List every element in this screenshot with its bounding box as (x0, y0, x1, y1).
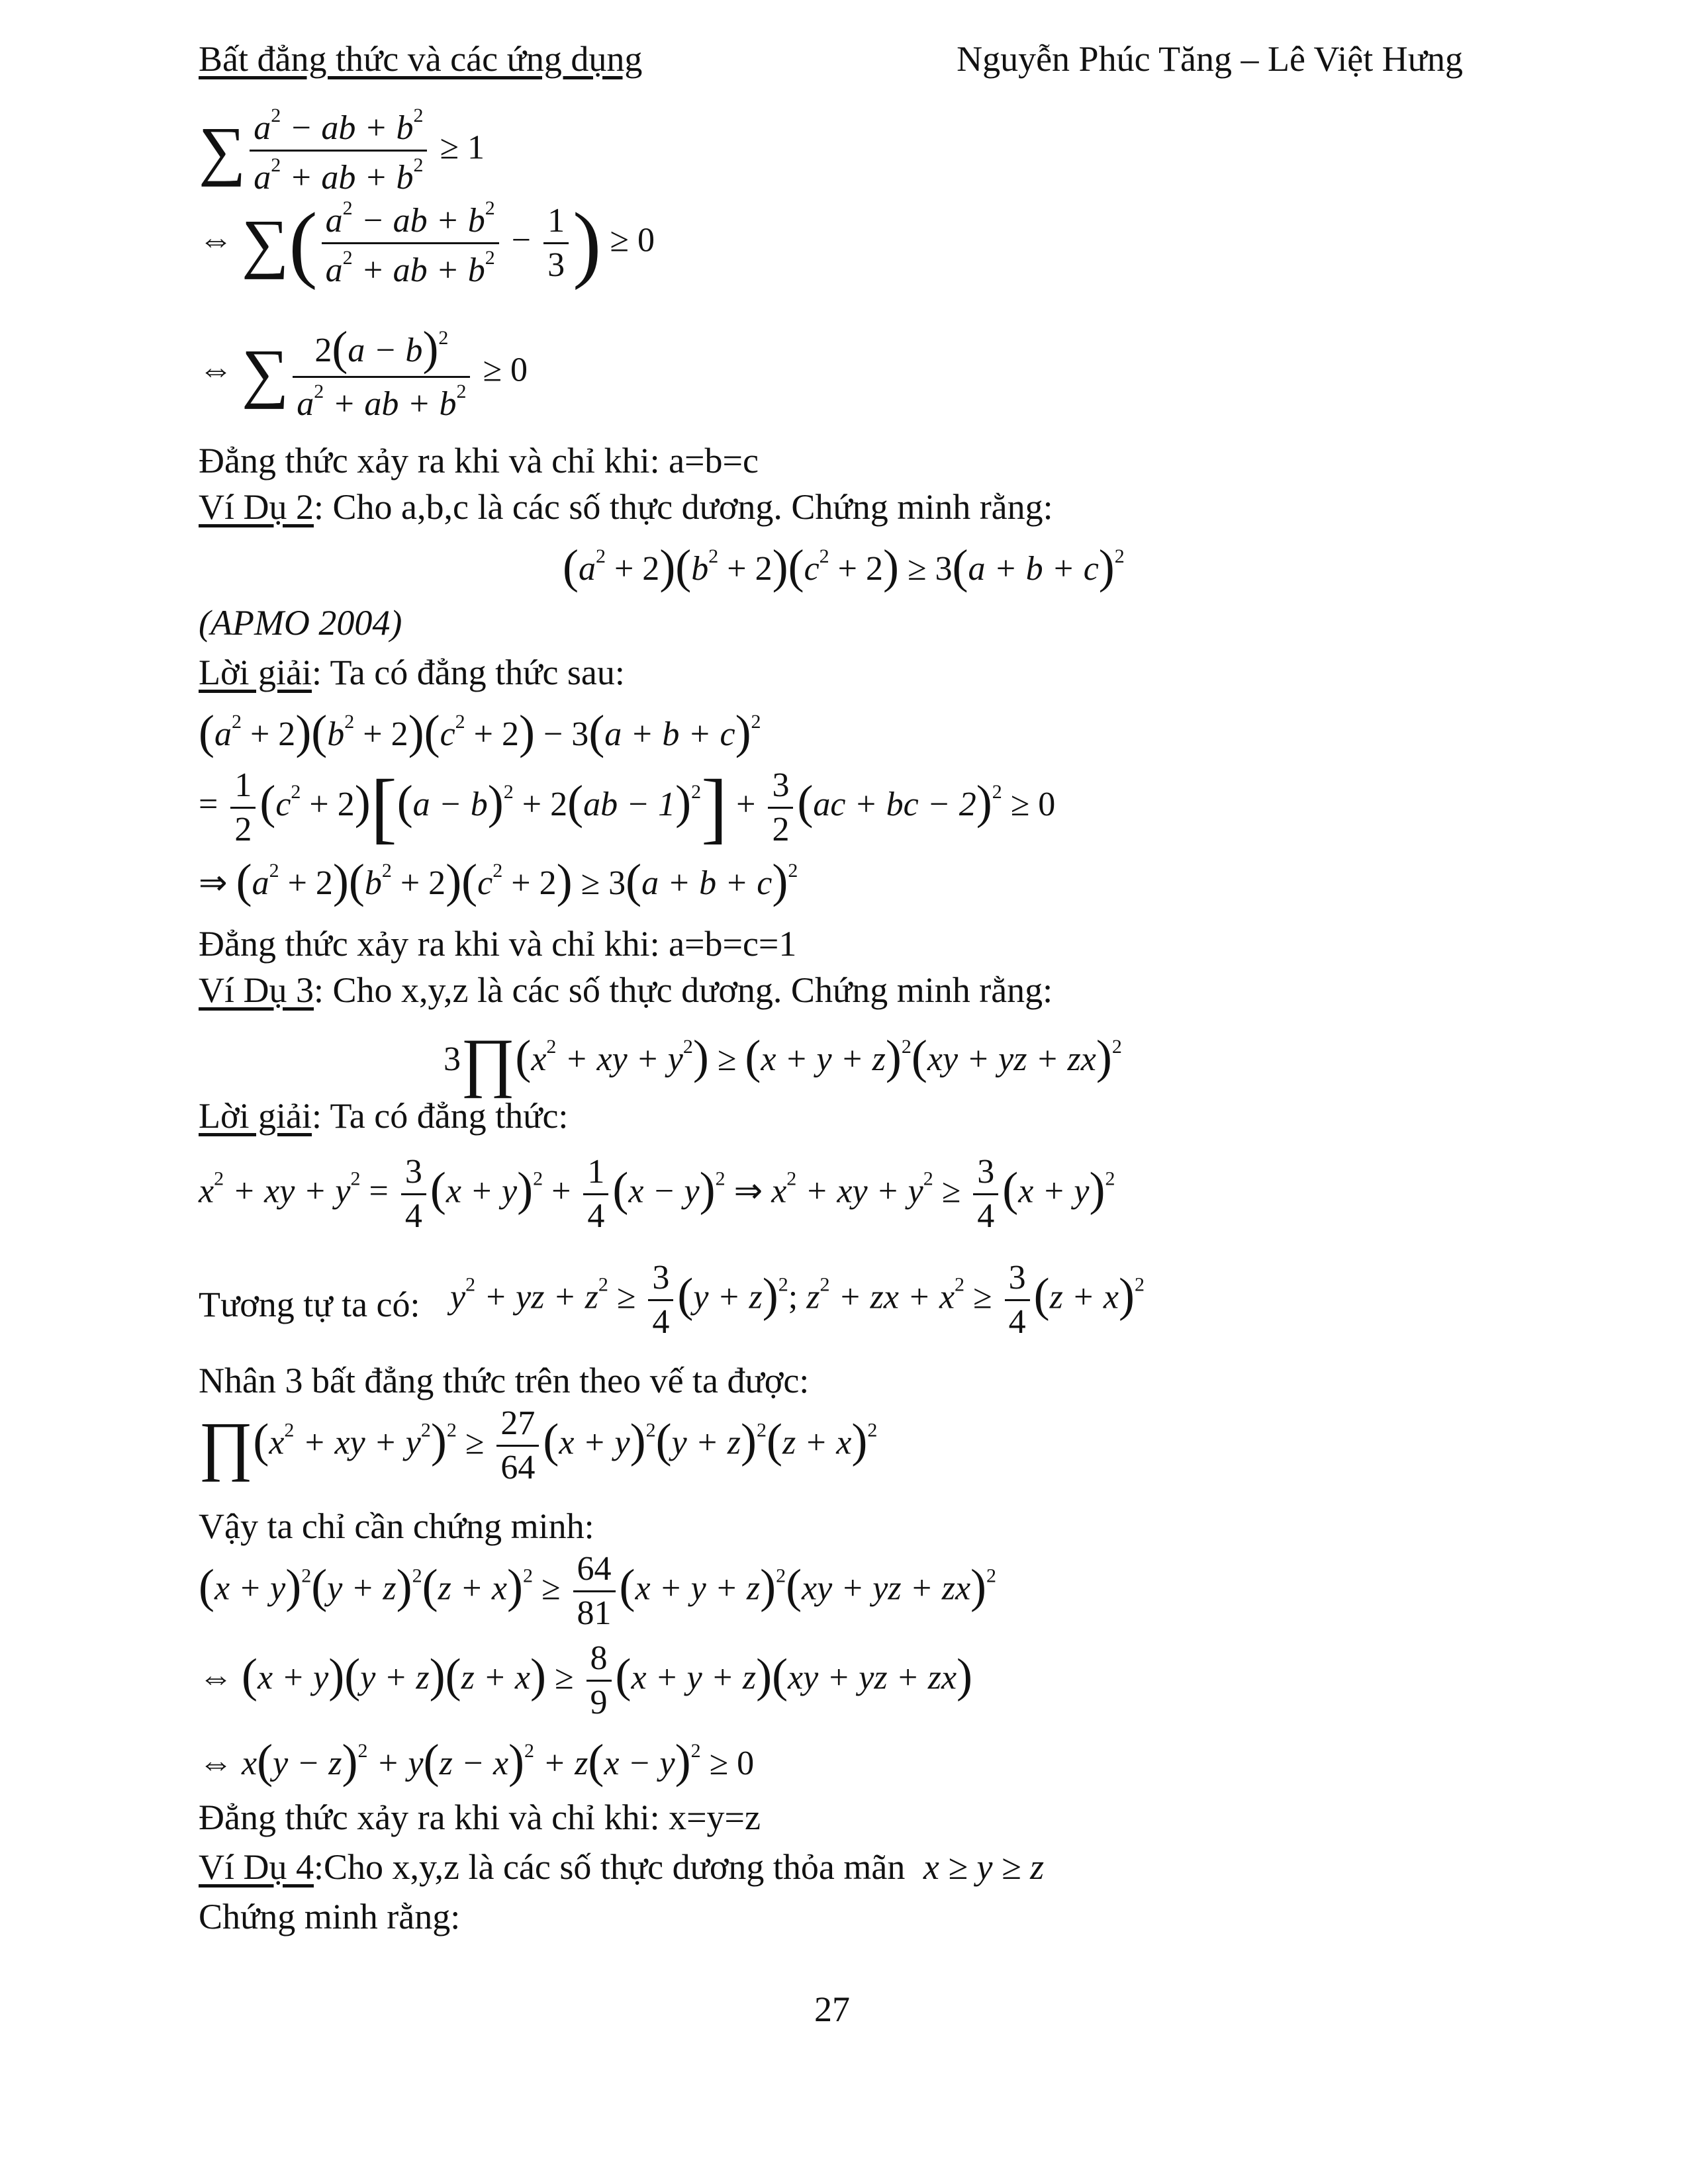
equation-apmo-conclusion: ⇒ $(a^2 + 2)(b^2 + 2)(c^2 + 2) \ge 3(a + b + c)^2$ (199, 854, 798, 907)
example-2-text: : Cho a,b,c là các số thực dương. Chứng minh rằng: (314, 487, 1053, 527)
solution-2-text: : Ta có đẳng thức sau: (312, 653, 625, 692)
solution-3-label: Lời giải (199, 1096, 312, 1136)
header-title: Bất đẳng thức và các ứng dụng (199, 39, 643, 79)
equation-similar: $y^2$ + yz + $z^2$ ≥ $\frac{3}{4}$ $(y + z)^2$; $z^2$ + zx + $x^2$ ≥ $\frac{3}{4}$ $(z + x)^2$ (450, 1259, 1145, 1341)
equation-apmo: $(a^2 + 2)(b^2 + 2)(c^2 + 2) \ge 3(a + b + c)^2$ (563, 540, 1125, 593)
example-2-source: (APMO 2004) (199, 603, 402, 643)
similar-text: Tương tự ta có: (199, 1285, 420, 1324)
example-3-statement (199, 970, 1053, 1011)
solution-2-intro (199, 652, 625, 693)
equation-sum-minus-third: ⇔ ∑( $\frac{a^2 - ab + b^2}{a^2 + ab + b^2}$ − $\frac{1}{3}$ ) ≥ 0 (199, 195, 655, 291)
example-4-statement (199, 1846, 1044, 1888)
solution-2-label: Lời giải (199, 653, 312, 692)
example-3-text: : Cho x,y,z là các số thực dương. Chứng minh rằng: (314, 970, 1053, 1010)
equation-sum-ratio: ∑ $\frac{a^2 - ab + b^2}{a^2 + ab + b^2}$ ≥ 1 (199, 105, 485, 197)
prove-line: Chứng minh rằng: (199, 1897, 461, 1936)
equality-condition-3: Đẳng thức xảy ra khi và chỉ khi: x=y=z (199, 1797, 761, 1837)
equation-identity-lhs: $(a^2 + 2)(b^2 + 2)(c^2 + 2) - 3(a + b + c)^2$ (199, 705, 761, 758)
equation-identity-rhs: = $\frac{1}{2}$ $(c^2 + 2)[(a - b)^2 + 2(ab - 1)^2]$ + $\frac{3}{2}$ (ac + bc − 2)$^2$ ≥ 0 (199, 763, 1056, 851)
equality-condition-2: Đẳng thức xảy ra khi và chỉ khi: a=b=c=1 (199, 924, 797, 964)
example-3-label: Ví Dụ 3 (199, 970, 314, 1010)
example-4-label: Ví Dụ 4 (199, 1847, 314, 1887)
equation-product: $\prod(x^2$ + xy + $y^2)^2$ ≥ $\frac{27}{64}$ $(x + y)^2(y + z)^2(z + x)^2$ (199, 1404, 878, 1486)
equation-identity-xy: $x^2$ + xy + $y^2$ = $\frac{3}{4}$ $(x + y)^2$ + $\frac{1}{4}$ $(x - y)^2$ ⇒ $x^2$ + xy + $y^2$ ≥ $\frac{3}{4}$ $(x + y)^2$ (199, 1153, 1115, 1235)
equation-need-3: ⇔ $x(y - z)^2 + y(z - x)^2 + z(x - y)^2 \ge 0$ (199, 1735, 755, 1788)
similar-line (199, 1284, 420, 1325)
page-number: 27 (814, 1989, 850, 2029)
need-prove-line: Vậy ta chỉ cần chứng minh: (199, 1506, 594, 1546)
solution-3-text: : Ta có đẳng thức: (312, 1096, 569, 1136)
example-4-condition: x ≥ y ≥ z (923, 1847, 1045, 1887)
equation-need-2: ⇔ (x + y)(y + z)(z + x) ≥ $\frac{8}{9}$ (x + y + z)(xy + yz + zx) (199, 1639, 973, 1721)
equality-condition-1: Đẳng thức xảy ra khi và chỉ khi: a=b=c (199, 441, 759, 480)
equation-sum-squared: ⇔ ∑ $\frac{2(a - b)^2}{a^2 + ab + b^2}$ ≥ 0 (199, 322, 528, 423)
example-2-statement (199, 486, 1053, 527)
equation-need-1: $(x + y)^2(y + z)^2(z + x)^2$ ≥ $\frac{64}{81}$ $(x + y + z)^2(xy$ + yz + zx)$^2$ (199, 1550, 997, 1632)
multiply-line: Nhân 3 bất đẳng thức trên theo vế ta được: (199, 1361, 810, 1400)
example-2-label: Ví Dụ 2 (199, 487, 314, 527)
example-4-text: :Cho x,y,z là các số thực dương thỏa mãn (314, 1847, 906, 1887)
header-authors: Nguyễn Phúc Tăng – Lê Việt Hưng (957, 39, 1463, 79)
solution-3-intro (199, 1095, 568, 1136)
equation-example-3: $3\prod(x^2$ + xy + $y^2) \ge (x + y + z)^2(xy$ + yz + zx)$^2$ (444, 1025, 1122, 1099)
